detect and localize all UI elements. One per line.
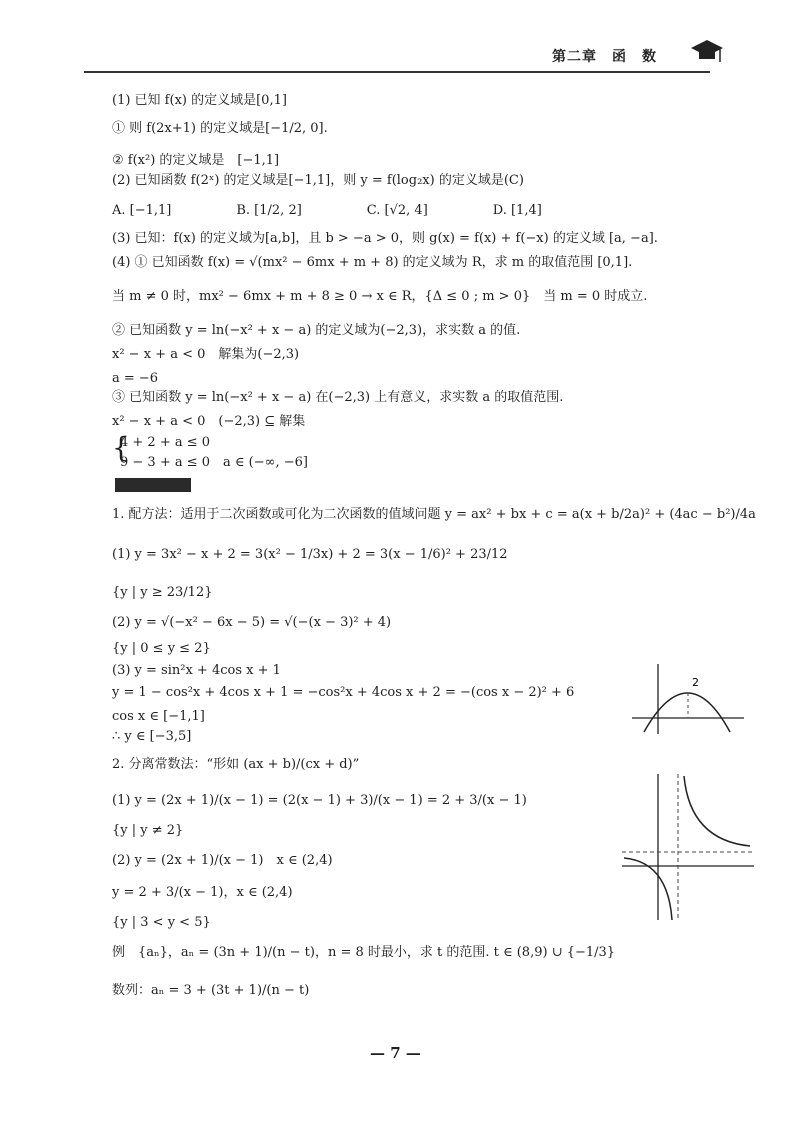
text-line: (2) y = (2x + 1)/(x − 1) x ∈ (2,4) (112, 853, 333, 868)
text-line: {y | y ≠ 2} (112, 823, 184, 838)
text-line: ① 则 f(2x+1) 的定义域是[−1/2, 0]. (112, 121, 328, 136)
text-line: (4) ① 已知函数 f(x) = √(mx² − 6mx + m + 8) 的定义域为 R，求 m 的取值范围 [0,1]. (112, 255, 633, 270)
text-line: A. [−1,1] B. [1/2, 2] C. [√2, 4] D. [1,4] (112, 203, 542, 218)
parabola-curve (644, 693, 730, 732)
graduation-cap-icon (690, 38, 724, 66)
text-line: cos x ∈ [−1,1] (112, 709, 205, 724)
text-line: ② f(x²) 的定义域是 [−1,1] (112, 153, 280, 168)
text-line: {y | y ≥ 23/12} (112, 585, 213, 600)
text-line: a = −6 (112, 371, 159, 386)
text-line: 4 + 2 + a ≤ 0 (120, 435, 211, 450)
hyperbola-figure (618, 770, 758, 930)
parabola-figure (628, 660, 748, 740)
text-line: 当 m ≠ 0 时，mx² − 6mx + m + 8 ≥ 0 → x ∈ R，{Δ ≤ 0 ; m > 0} 当 m = 0 时成立. (112, 289, 648, 304)
text-line: 例 {aₙ}，aₙ = (3n + 1)/(n − t)，n = 8 时最小，求 t 的范围. t ∈ (8,9) ∪ {−1/3} (112, 945, 616, 960)
text-line: 9 − 3 + a ≤ 0 a ∈ (−∞, −6] (120, 455, 308, 470)
text-line: (1) 已知 f(x) 的定义域是[0,1] (112, 93, 287, 108)
text-line: (2) y = √(−x² − 6x − 5) = √(−(x − 3)² + 4) (112, 615, 392, 630)
system-brace: { (112, 431, 130, 464)
text-line: (1) y = (2x + 1)/(x − 1) = (2(x − 1) + 3)/(x − 1) = 2 + 3/(x − 1) (112, 793, 527, 808)
header-rule (84, 71, 710, 73)
text-line: {y | 3 < y < 5} (112, 915, 211, 930)
text-line: ③ 已知函数 y = ln(−x² + x − a) 在(−2,3) 上有意义，求实数 a 的取值范围. (112, 390, 564, 405)
page-number: — 7 — (370, 1044, 421, 1062)
chapter-header: 第二章 函 数 (552, 49, 657, 65)
text-line: (3) y = sin²x + 4cos x + 1 (112, 663, 281, 678)
text-line: ∴ y ∈ [−3,5] (112, 729, 192, 744)
hyperbola-right-branch (684, 776, 750, 846)
text-line: (3) 已知：f(x) 的定义域为[a,b]，且 b > −a > 0，则 g(x) = f(x) + f(−x) 的定义域 [a, −a]. (112, 231, 658, 246)
text-line: (1) y = 3x² − x + 2 = 3(x² − 1/3x) + 2 = 3(x − 1/6)² + 23/12 (112, 547, 508, 562)
text-line: 2. 分离常数法：“形如 (ax + b)/(cx + d)” (112, 757, 360, 772)
text-line: (2) 已知函数 f(2ˣ) 的定义域是[−1,1]，则 y = f(log₂x) 的定义域是(C) (112, 173, 524, 188)
text-line: 数列：aₙ = 3 + (3t + 1)/(n − t) (112, 983, 310, 998)
text-line: x² − x + a < 0 解集为(−2,3) (112, 347, 300, 362)
text-line: y = 1 − cos²x + 4cos x + 1 = −cos²x + 4cos x + 2 = −(cos x − 2)² + 6 (112, 685, 575, 700)
vertex-label: 2 (692, 676, 699, 689)
text-line: x² − x + a < 0 (−2,3) ⊆ 解集 (112, 414, 306, 429)
hyperbola-left-branch (624, 858, 672, 920)
section-label-block (115, 478, 191, 492)
text-line: ② 已知函数 y = ln(−x² + x − a) 的定义域为(−2,3)，求实数 a 的值. (112, 323, 521, 338)
text-line: 1. 配方法：适用于二次函数或可化为二次函数的值域问题 y = ax² + bx + c = a(x + b/2a)² + (4ac − b²)/4a (112, 507, 756, 522)
text-line: {y | 0 ≤ y ≤ 2} (112, 641, 211, 656)
text-line: y = 2 + 3/(x − 1)，x ∈ (2,4) (112, 885, 293, 900)
